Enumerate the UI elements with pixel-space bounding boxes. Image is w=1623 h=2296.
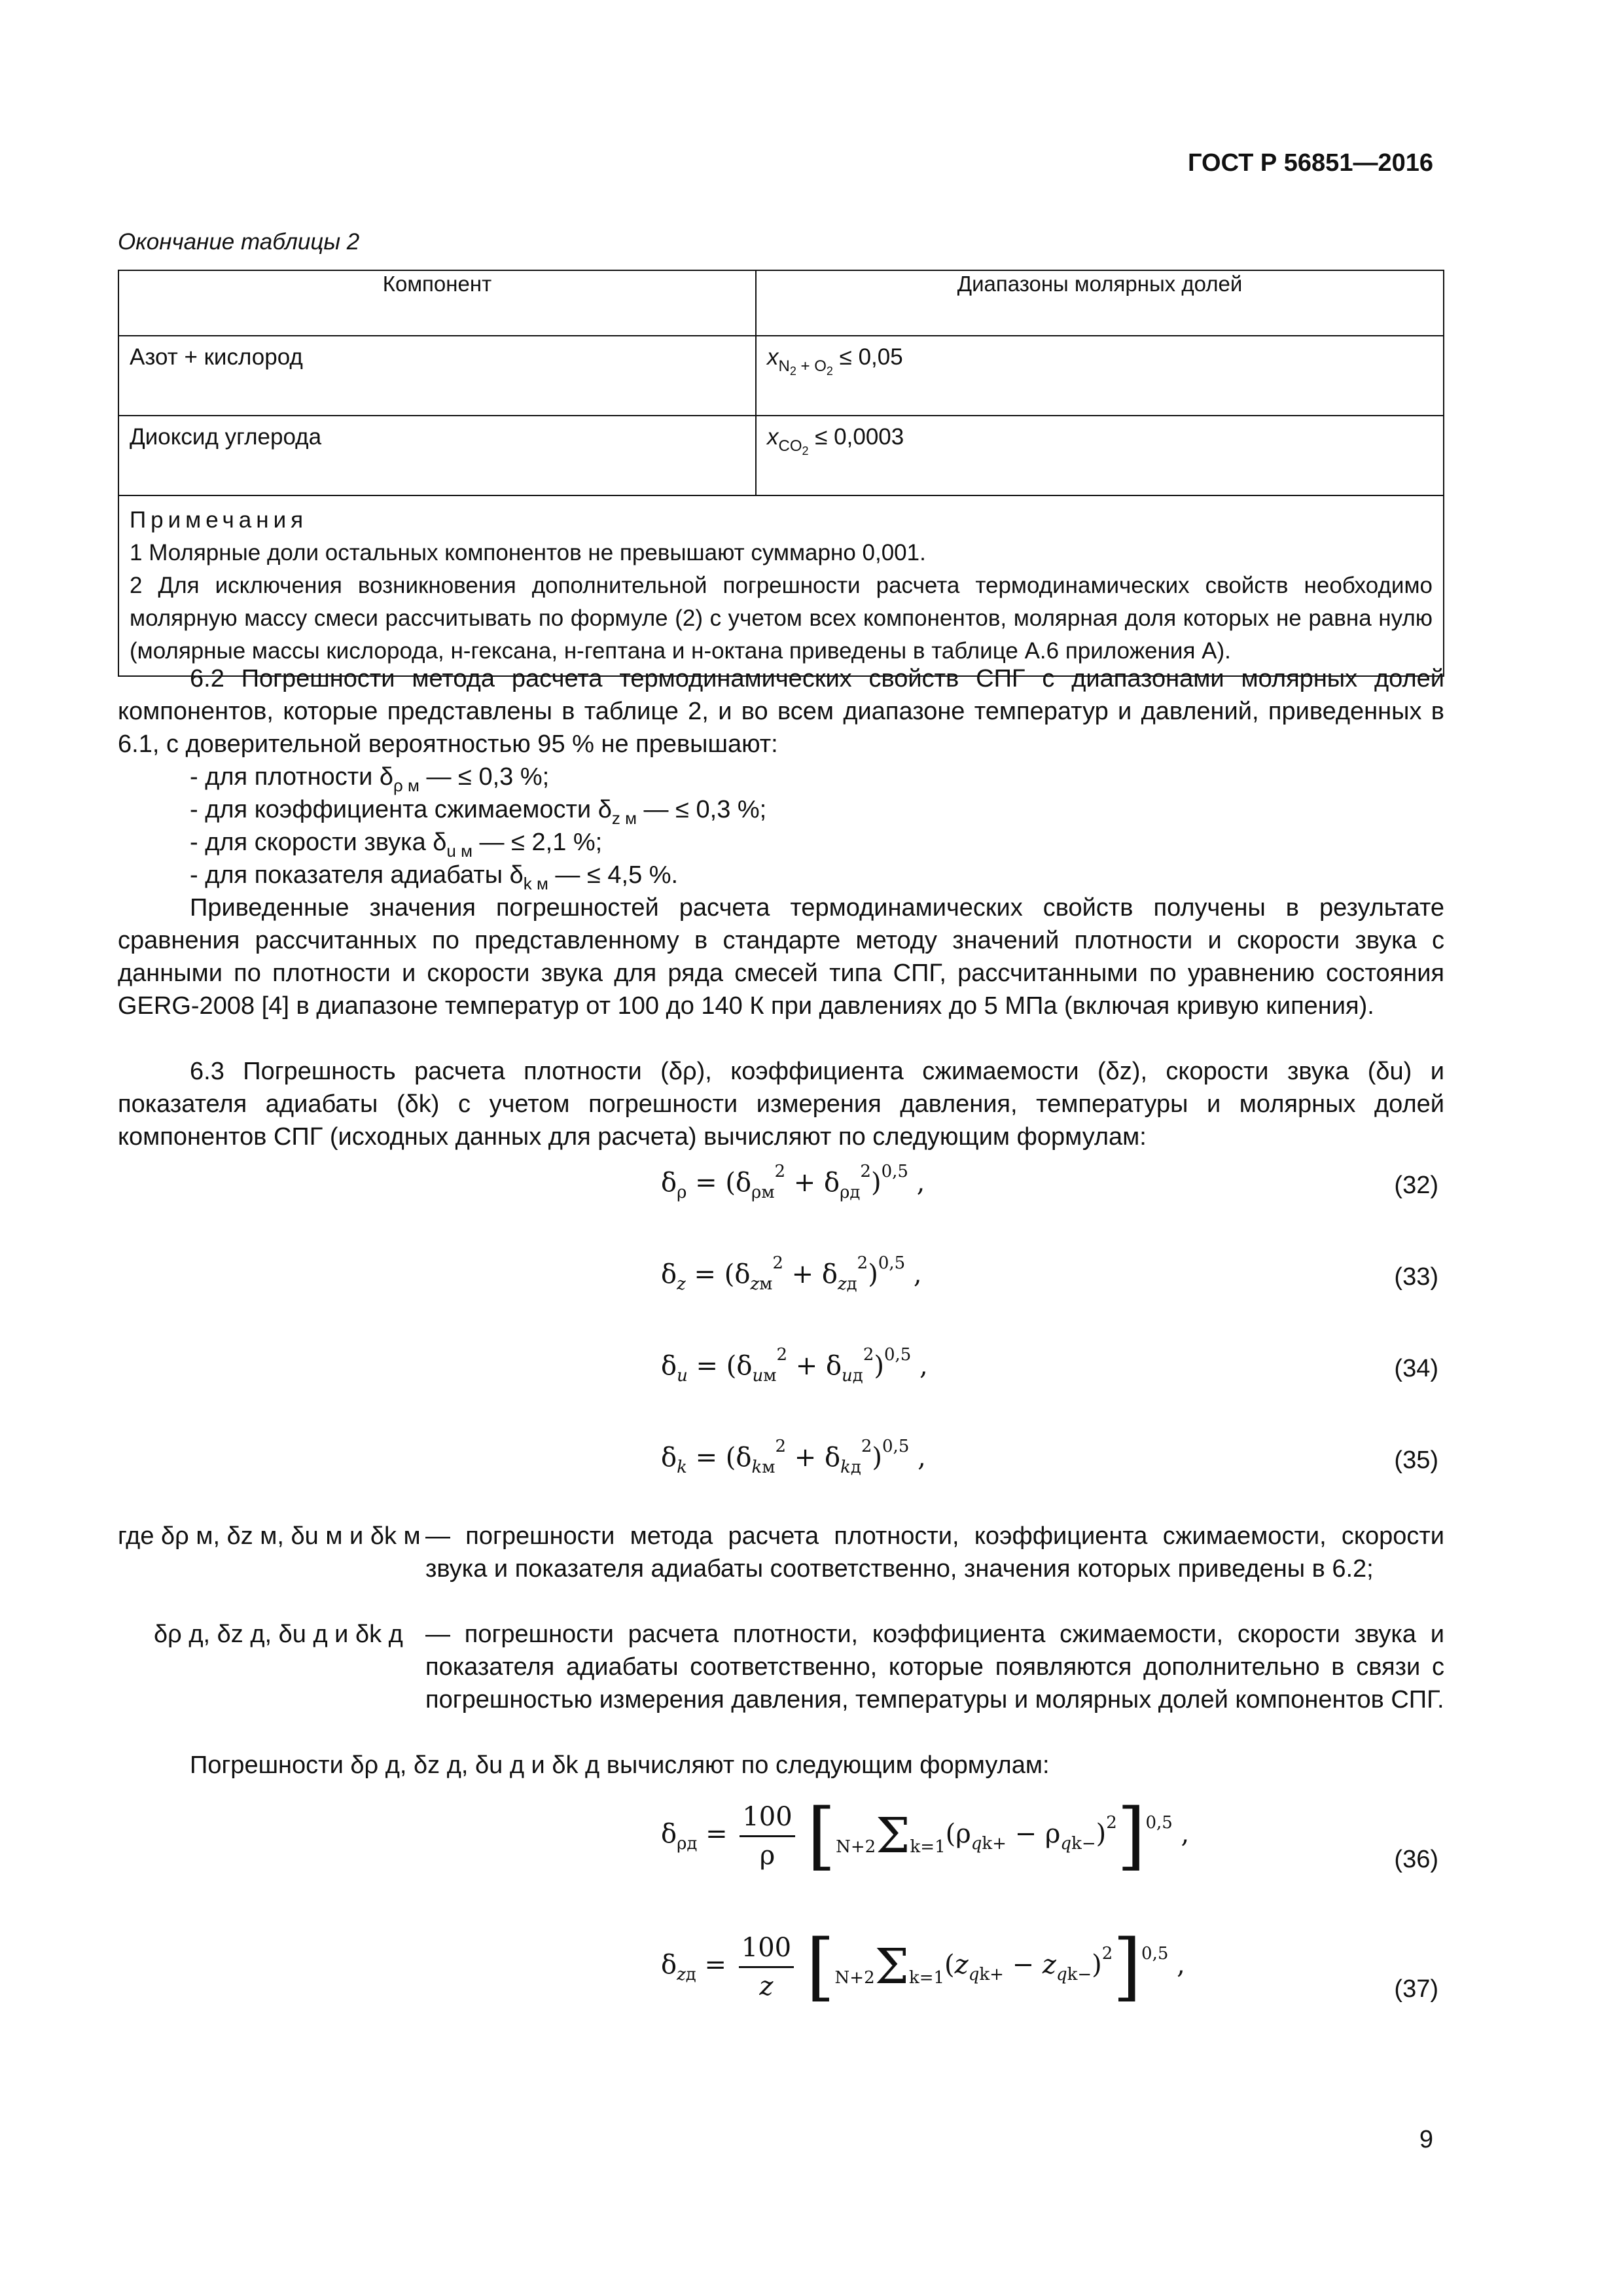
table-row [118, 416, 1444, 495]
formula-34-number: (34) [1394, 1355, 1438, 1382]
bullet-adiabatic: - для показателя адиабаты $\delta_{k м}$ — ≤ 4,5 %. [190, 861, 679, 893]
range-cell: $x_{N_2 + O_2} \le 0,05$ [756, 336, 1444, 416]
compute-intro: Погрешности δρ д, δz д, δu д и δk д вычисляют по следующим формулам: [190, 1751, 1050, 1779]
range-value: ≤ 0,05 [839, 344, 903, 370]
formula-33: $\delta_z = (\delta_{zм}^2 + \delta_{zд}^2)^{0,5}$ , [661, 1253, 922, 1294]
formula-32: $\delta_\rho = (\delta_{\rho м}^2 + \delta_{\rho д}^2)^{0,5}$ , [661, 1162, 925, 1202]
formula-35: $\delta_k = (\delta_{kм}^2 + \delta_{kд}^2)^{0,5}$ , [661, 1437, 926, 1477]
bullet-compressibility: - для коэффициента сжимаемости $\delta_{z м}$ — ≤ 0,3 %; [190, 796, 767, 828]
range-cell: $x_{CO_2} \le 0,0003$ [756, 416, 1444, 495]
notes-heading: Примечания [130, 507, 308, 533]
formula-34: $\delta_u = (\delta_{uм}^2 + \delta_{uд}^2)^{0,5}$ , [661, 1345, 928, 1386]
formula-32-number: (32) [1394, 1172, 1438, 1199]
formula-36: $\delta_{\rho д}$ = $\frac{100}{\rho}$ $[N+2\Sigma k=1(\rho_{qk+} - \rho_{qk-})^2]^{0,5}$ , [661, 1793, 1190, 1878]
formula-36-number: (36) [1394, 1846, 1438, 1873]
where-symbols-additional: δρ д, δz д, δu д и δk д [154, 1621, 403, 1648]
formula-37: $\delta_{zд}$ = $\frac{100}{z}$ $[N+2\Sigma k=1(z_{qk+} - z_{qk-})^2]^{0,5}$ , [661, 1924, 1185, 2009]
component-cell: Азот + кислород [118, 336, 756, 416]
bullet-sound-speed: - для скорости звука $\delta_{u м}$ — ≤ 2,1 %; [190, 829, 603, 861]
section-6-2-intro: 6.2 Погрешности метода расчета термодинамических свойств СПГ с диапазонами молярных долей компонентов, которые представлены в таблице 2, и во всем диапазоне температур и давлений, приведенных в 6.1, с доверительной вероятностью 95 % не превышают: [118, 665, 1444, 758]
note-2: 2 Для исключения возникновения дополнительной погрешности расчета термодинамических свойств необходимо молярную массу смеси рассчитывать по формуле (2) с учетом всех компонентов, молярная доля которых не равна нулю (молярные массы кислорода, н-гексана, н-гептана и н-октана приведены в таблице А.6 приложения А). [130, 573, 1433, 664]
formula-35-number: (35) [1394, 1446, 1438, 1474]
table-row [118, 336, 1444, 416]
table-notes [118, 495, 1444, 676]
component-cell: Диоксид углерода [118, 416, 756, 495]
page-number: 9 [1419, 2126, 1433, 2153]
formula-37-number: (37) [1394, 1975, 1438, 2003]
document-header: ГОСТ Р 56851—2016 [1188, 149, 1433, 177]
column-header-component: Компонент [118, 270, 756, 336]
column-header-range: Диапазоны молярных долей [756, 270, 1444, 336]
table-caption: Окончание таблицы 2 [118, 229, 360, 255]
bullet-density: - для плотности $\delta_{\rho м}$ — ≤ 0,3 %; [190, 763, 550, 795]
formula-33-number: (33) [1394, 1263, 1438, 1291]
components-table [118, 270, 1444, 677]
where-symbols-method: где δρ м, δz м, δu м и δk м [118, 1522, 421, 1550]
section-6-3-intro: 6.3 Погрешность расчета плотности (δρ), коэффициента сжимаемости (δz), скорости звука (δu) и показателя адиабаты (δk) с учетом погрешности измерения давления, температуры и молярных долей компонентов СПГ (исходных данных для расчета) вычисляют по следующим формулам: [118, 1058, 1444, 1151]
where-description-method: — погрешности метода расчета плотности, коэффициента сжимаемости, скорости звука и показателя адиабаты соответственно, значения которых приведены в 6.2; [425, 1522, 1444, 1583]
where-description-additional: — погрешности расчета плотности, коэффициента сжимаемости, скорости звука и показателя адиабаты соответственно, которые появляются дополнительно в связи с погрешностью измерения давления, температуры и молярных долей компонентов СПГ. [425, 1621, 1444, 1713]
note-1: 1 Молярные доли остальных компонентов не превышают суммарно 0,001. [130, 540, 926, 565]
range-value: ≤ 0,0003 [815, 424, 904, 450]
section-6-2-paragraph: Приведенные значения погрешностей расчета термодинамических свойств получены в результате сравнения рассчитанных по представленному в стандарте методу значений плотности и скорости звука с данными по плотности и скорости звука для ряда смесей типа СПГ, рассчитанными по уравнению состояния GERG-2008 [4] в диапазоне температур от 100 до 140 К при давлениях до 5 МПа (включая кривую кипения). [118, 894, 1444, 1020]
